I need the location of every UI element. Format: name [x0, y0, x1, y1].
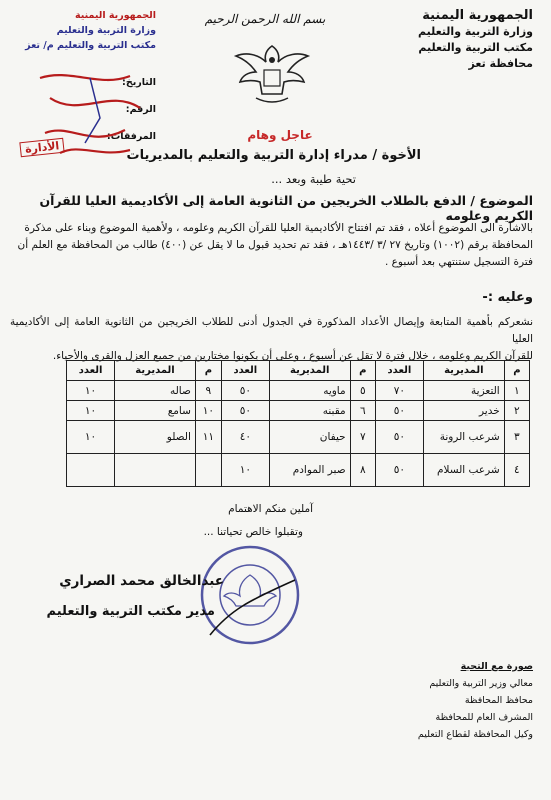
copies-to-section: [418, 658, 533, 743]
table-cell: ١٠: [67, 401, 115, 421]
signatory-title: مدير مكتب التربية والتعليم: [46, 604, 215, 619]
table-cell: ٥٠: [221, 401, 269, 421]
stamp-line-2: وزارة التربية والتعليم: [56, 25, 156, 36]
table-cell: خدير: [423, 401, 504, 421]
date-label: التاريخ:: [122, 77, 156, 88]
table-cell: ماويه: [269, 381, 350, 401]
col-header: م: [350, 361, 375, 381]
governorate-name: محافظة تعز: [468, 57, 533, 70]
copy-recipient-label: وكيل المحافظة لقطاع التعليم: [417, 729, 533, 740]
table-cell: ١٠: [221, 454, 269, 487]
table-cell: الصلو: [115, 421, 196, 454]
table-row: [67, 401, 530, 421]
table-cell: ١٠: [67, 381, 115, 401]
attachments-label: المرفقات:: [106, 131, 156, 142]
col-header: العدد: [221, 361, 269, 381]
closing-line-1: آملين منكم الاهتمام: [228, 503, 313, 515]
greeting: تحية طيبة وبعد ...: [271, 172, 356, 186]
table-cell: ٧: [350, 421, 375, 454]
table-cell: ١٠: [67, 421, 115, 454]
table-cell: [195, 454, 221, 487]
letterhead-right: [363, 8, 533, 72]
basmala-calligraphy: بسم الله الرحمن الرحيم: [204, 12, 326, 26]
col-header: المديرية: [423, 361, 504, 381]
table-cell: شرعب الرونة: [423, 421, 504, 454]
table-cell: [115, 454, 196, 487]
table-cell: مقبنه: [269, 401, 350, 421]
table-header-row: [67, 361, 530, 381]
copy-recipient: [418, 709, 533, 726]
signatory-name: عبدالخالق محمد الصراري: [59, 573, 224, 589]
closing-line-2: وتقبلوا خالص تحياتنا ...: [203, 526, 303, 538]
table-row: [67, 454, 530, 487]
districts-table: [66, 360, 530, 487]
eagle-emblem-icon: [232, 40, 312, 110]
copy-recipient: [418, 675, 533, 692]
table-cell: ٤٠: [221, 421, 269, 454]
body-line: المحافظة برقم (١٠٠٢) وتاريخ ٢٧ /٣ /١٤٤٣هـ ، فقد تم تحديد قبول ما لا يقل عن (٤٠٠) طالب من المحافظة مع العلم أن: [17, 239, 533, 251]
table-row: [67, 381, 530, 401]
table-cell: ٩: [195, 381, 221, 401]
subject-line: الموضوع / الدفع بالطلاب الخريجين من الثانوية العامة إلى الأكاديمية العليا للقرآن الكريم وعلومه: [39, 193, 533, 223]
copy-recipient-label: محافظ المحافظة: [464, 695, 533, 706]
table-cell: ٥: [350, 381, 375, 401]
stamp-line-3: مكتب التربية والتعليم م/ تعز: [25, 40, 156, 51]
ref-label: الرقم:: [125, 104, 156, 115]
col-header: العدد: [375, 361, 423, 381]
table-cell: التعزية: [423, 381, 504, 401]
table-cell: ٧٠: [375, 381, 423, 401]
body-paragraph: [10, 220, 533, 271]
table-row: [67, 421, 530, 454]
instruction-line: للقرآن الكريم وعلومه ، خلال فترة لا تقل عن أسبوع ، وعلى أن يكونوا مختارين من جميع العزل والقرى والأحياء.: [52, 350, 533, 362]
table-cell: ٥٠: [375, 421, 423, 454]
col-header: المديرية: [269, 361, 350, 381]
copy-recipient-label: المشرف العام للمحافظة: [435, 712, 533, 723]
table-cell: حيفان: [269, 421, 350, 454]
table-cell: صبر الموادم: [269, 454, 350, 487]
official-seal-icon: [190, 540, 310, 650]
table-cell: ١: [504, 381, 529, 401]
table-cell: ١١: [195, 421, 221, 454]
table-cell: [67, 454, 115, 487]
copies-caption: صورة مع التحية: [460, 661, 533, 672]
addressee: الأخوة / مدراء إدارة التربية والتعليم بالمديريات: [126, 148, 421, 163]
department-stamp: الأدارة: [19, 138, 65, 158]
table-cell: ٥٠: [375, 401, 423, 421]
table-cell: ٢: [504, 401, 529, 421]
table-cell: ٤: [504, 454, 529, 487]
table-cell: سامع: [115, 401, 196, 421]
table-cell: ٨: [350, 454, 375, 487]
table-cell: صاله: [115, 381, 196, 401]
urgent-label: عاجل وهام: [247, 128, 313, 142]
table-cell: شرعب السلام: [423, 454, 504, 487]
office-name: مكتب التربية والتعليم: [418, 41, 533, 54]
country-name: الجمهورية اليمنية: [422, 8, 533, 23]
table-cell: ٥٠: [375, 454, 423, 487]
table-cell: ١٠: [195, 401, 221, 421]
copy-recipient: [418, 692, 533, 709]
instruction-paragraph: [10, 314, 533, 365]
stamp-line-1: الجمهورية اليمنية: [75, 10, 156, 21]
table-cell: ٥٠: [221, 381, 269, 401]
therefore-heading: وعليه :-: [482, 290, 533, 305]
col-header: م: [504, 361, 529, 381]
table-cell: ٦: [350, 401, 375, 421]
instruction-line: نشعركم بأهمية المتابعة وإيصال الأعداد المذكورة في الجدول أدنى للطلاب الخريجين من الثانوية العامة إلى الأكاديمية العليا: [10, 316, 533, 345]
col-header: المديرية: [115, 361, 196, 381]
col-header: العدد: [67, 361, 115, 381]
ministry-name: وزارة التربية والتعليم: [418, 25, 533, 38]
table-cell: ٣: [504, 421, 529, 454]
body-line: بالاشارة الى الموضوع أعلاه ، فقد تم افتتاح الأكاديمية العليا للقرآن الكريم وعلومه ، ولأهمية الموضوع وبناء على مذكرة: [24, 222, 533, 234]
col-header: م: [195, 361, 221, 381]
copy-recipient-label: معالي وزير التربية والتعليم: [429, 678, 533, 689]
body-line: فترة التسجيل ستنتهي بعد أسبوع .: [384, 256, 533, 268]
copy-recipient: [418, 726, 533, 743]
